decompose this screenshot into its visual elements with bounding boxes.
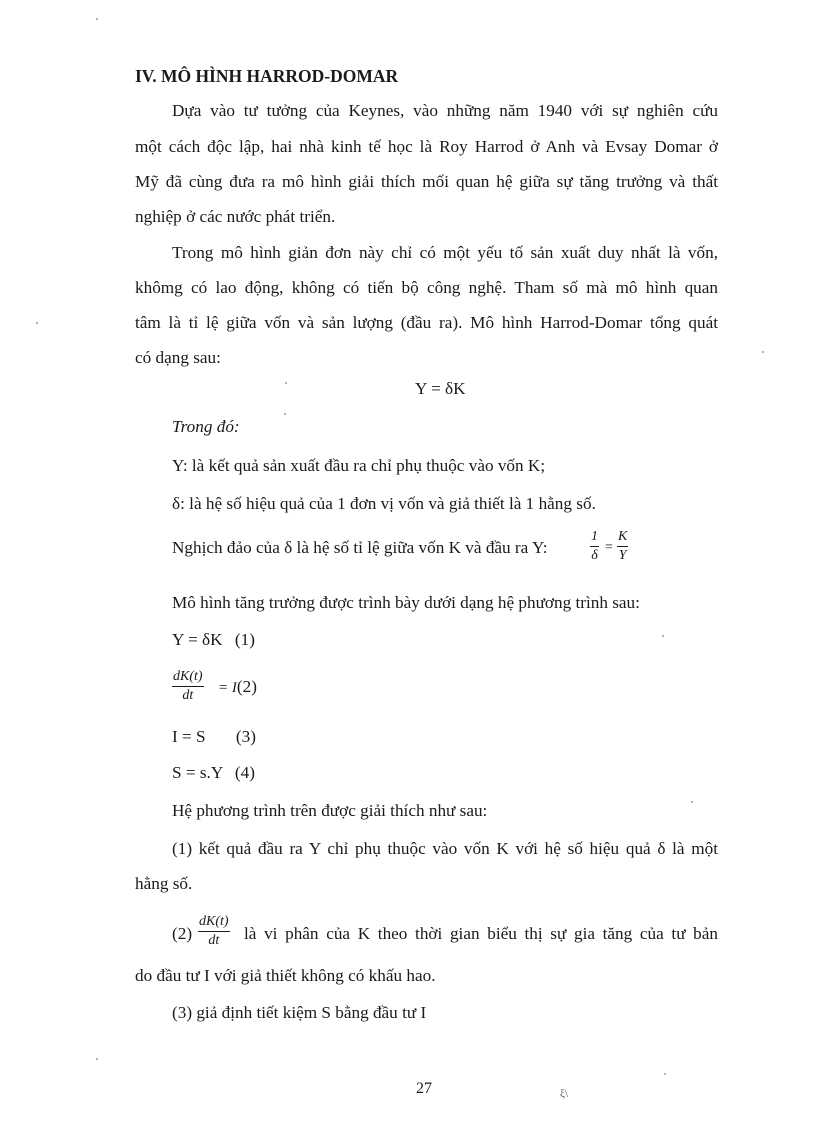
explanation-2-numerator: dK(t) (198, 913, 230, 932)
para2-line2: khômg có lao động, không có tiến bộ công nghệ. Tham số mà mô hình quan (135, 278, 718, 297)
scan-speck (36, 322, 38, 324)
inverse-lhs-numerator: 1 (590, 528, 599, 547)
corner-mark: ξ\ (560, 1088, 568, 1100)
explanation-1-line2: hằng số. (135, 874, 193, 893)
definition-y: Y: là kết quả sản xuất đầu ra chỉ phụ thuộc vào vốn K; (172, 456, 546, 475)
equation-4-label: (4) (234, 763, 255, 782)
scan-speck (96, 18, 98, 20)
equation-3 (172, 727, 256, 747)
equation-2-fraction (172, 668, 204, 705)
para1-line3: Mỹ đã cùng đưa ra mô hình giải thích mối quan hệ giữa sự tăng trưởng và thất (135, 172, 718, 191)
equation-1 (172, 630, 255, 650)
equation-2-denominator: dt (182, 688, 194, 703)
scan-speck (762, 351, 764, 353)
inverse-equals: = (605, 540, 613, 555)
equation-2-rhs-expr: = I (218, 680, 237, 696)
scan-speck (285, 382, 287, 384)
para1-line2: một cách độc lập, hai nhà kinh tế học là Roy Harrod ở Anh và Evsay Domar ở (135, 137, 718, 156)
explanation-3: (3) giả định tiết kiệm S bằng đầu tư I (172, 1003, 427, 1022)
equation-2-label: (2) (236, 677, 257, 696)
inverse-rhs-denominator: Y (618, 548, 627, 563)
inverse-text: Nghịch đảo của δ là hệ số tỉ lệ giữa vốn K và đầu ra Y: (172, 538, 548, 557)
scan-speck (664, 1073, 666, 1075)
equation-1-expr: Y = δK (172, 630, 223, 649)
equation-1-label: (1) (234, 630, 255, 649)
para1-line4: nghiệp ở các nước phát triển. (135, 207, 336, 226)
inverse-fraction-lhs (590, 528, 599, 565)
scan-speck (284, 413, 286, 415)
para2-line1: Trong mô hình giản đơn này chỉ có một yếu tố sản xuất duy nhất là vốn, (172, 243, 718, 262)
section-heading: IV. MÔ HÌNH HARROD-DOMAR (135, 66, 399, 86)
page-number: 27 (416, 1080, 432, 1097)
para1-line1: Dựa vào tư tưởng của Keynes, vào những năm 1940 với sự nghiên cứu (172, 101, 718, 120)
explanation-intro: Hệ phương trình trên được giải thích như sau: (172, 801, 488, 820)
scan-speck (662, 635, 664, 637)
explanation-1-line1: (1) kết quả đầu ra Y chỉ phụ thuộc vào vốn K với hệ số hiệu quả δ là một (172, 839, 718, 858)
equation-4-expr: S = s.Y (172, 763, 223, 782)
explanation-2-prefix: (2) (172, 924, 193, 943)
main-equation: Y = δK (415, 379, 466, 398)
inverse-rhs-numerator: K (617, 528, 628, 547)
explanation-2-denominator: dt (208, 933, 220, 948)
explanation-2-line2: do đầu tư I với giả thiết không có khấu hao. (135, 966, 436, 985)
definition-delta: δ: là hệ số hiệu quả của 1 đơn vị vốn và giả thiết là 1 hằng số. (172, 494, 596, 513)
equation-4 (172, 763, 255, 783)
para2-line3: tâm là tỉ lệ giữa vốn và sản lượng (đầu ra). Mô hình Harrod-Domar tổng quát (135, 313, 718, 332)
equation-2-rhs (218, 677, 257, 698)
equation-3-label: (3) (235, 727, 256, 746)
equation-3-expr: I = S (172, 727, 206, 746)
system-intro: Mô hình tăng trưởng được trình bày dưới dạng hệ phương trình sau: (172, 593, 640, 612)
inverse-fraction-rhs (617, 528, 628, 565)
equation-2-numerator: dK(t) (172, 668, 204, 687)
scan-speck (96, 1058, 98, 1060)
inverse-lhs-denominator: δ (591, 548, 598, 563)
where-label: Trong đó: (172, 417, 240, 436)
explanation-2-fraction (198, 913, 230, 950)
explanation-2-rest: là vi phân của K theo thời gian biểu thị sự gia tăng của tư bản (244, 924, 718, 943)
para2-line4: có dạng sau: (135, 348, 221, 367)
scan-speck (691, 801, 693, 803)
